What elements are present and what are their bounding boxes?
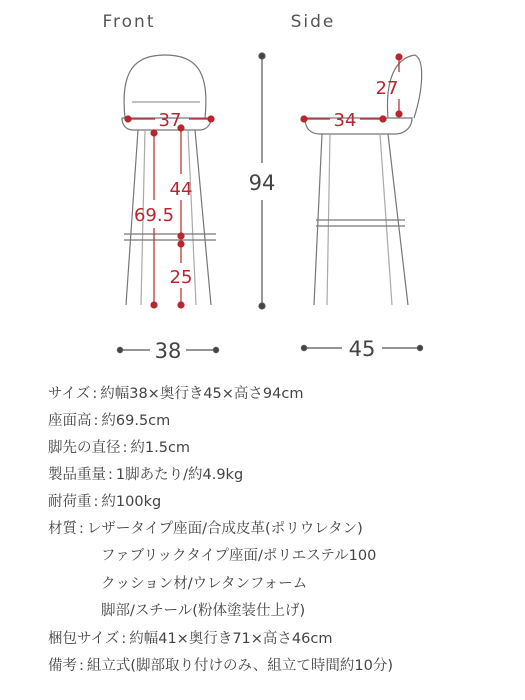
spec-row-material: 材質 : レザータイプ座面/合成皮革(ポリウレタン) [48, 516, 518, 543]
spec-key: 座面高 [48, 413, 92, 429]
spec-row-load: 耐荷重 : 約100kg [48, 489, 518, 516]
front-view-title: Front [102, 12, 156, 32]
seat-height-label: 69.5 [133, 205, 175, 226]
spec-row-weight: 製品重量 : 1脚あたり/約4.9kg [48, 462, 518, 489]
spec-value: レザータイプ座面/合成皮革(ポリウレタン) [86, 521, 363, 537]
spec-value: 約1.5cm [130, 440, 191, 456]
spec-row-leg-diameter: 脚先の直径 : 約1.5cm [48, 435, 518, 462]
spec-value-continued: ファブリックタイプ座面/ポリエステル100 [101, 548, 377, 564]
base-depth-label: 45 [348, 337, 376, 361]
spec-value-continued: 脚部/スチール(粉体塗装仕上げ) [101, 603, 306, 619]
spec-row-size: サイズ : 約幅38×奥行き45×高さ94cm [48, 381, 518, 408]
back-height-label: 27 [375, 78, 399, 99]
side-seat-depth-label: 34 [333, 110, 357, 131]
spec-value: 約幅41×奥行き71×高さ46cm [129, 630, 333, 647]
spec-row-seat-height: 座面高 : 約69.5cm [48, 408, 518, 435]
seat-to-footrest-label: 44 [169, 179, 193, 200]
spec-value: 約100kg [101, 494, 162, 510]
spec-row-notes: 備考 : 組立式(脚部取り付けのみ、組立て時間約10分) [48, 653, 518, 680]
spec-key: 耐荷重 [48, 494, 92, 510]
spec-value: 1脚あたり/約4.9kg [115, 467, 244, 483]
spec-key: 梱包サイズ [48, 630, 120, 647]
side-chair-drawing [305, 55, 422, 305]
spec-value: 約幅38×奥行き45×高さ94cm [100, 386, 304, 402]
side-view-title: Side [290, 12, 336, 32]
spec-key: 材質 [48, 521, 77, 537]
spec-key: 脚先の直径 [48, 440, 121, 456]
spec-value: 約69.5cm [101, 413, 171, 429]
spec-key: 備考 [48, 657, 77, 674]
spec-list [48, 381, 518, 680]
spec-value-continued: クッション材/ウレタンフォーム [101, 575, 308, 592]
spec-value: 組立式(脚部取り付けのみ、組立て時間約10分) [86, 657, 394, 674]
total-height-label: 94 [248, 171, 276, 195]
footrest-height-label: 25 [169, 267, 193, 288]
spec-key: 製品重量 [48, 467, 106, 483]
seat-width-label: 37 [158, 110, 182, 131]
spec-key: サイズ [48, 386, 91, 402]
base-width-label: 38 [154, 339, 182, 363]
spec-row-package-size: 梱包サイズ : 約幅41×奥行き71×高さ46cm [48, 626, 518, 653]
